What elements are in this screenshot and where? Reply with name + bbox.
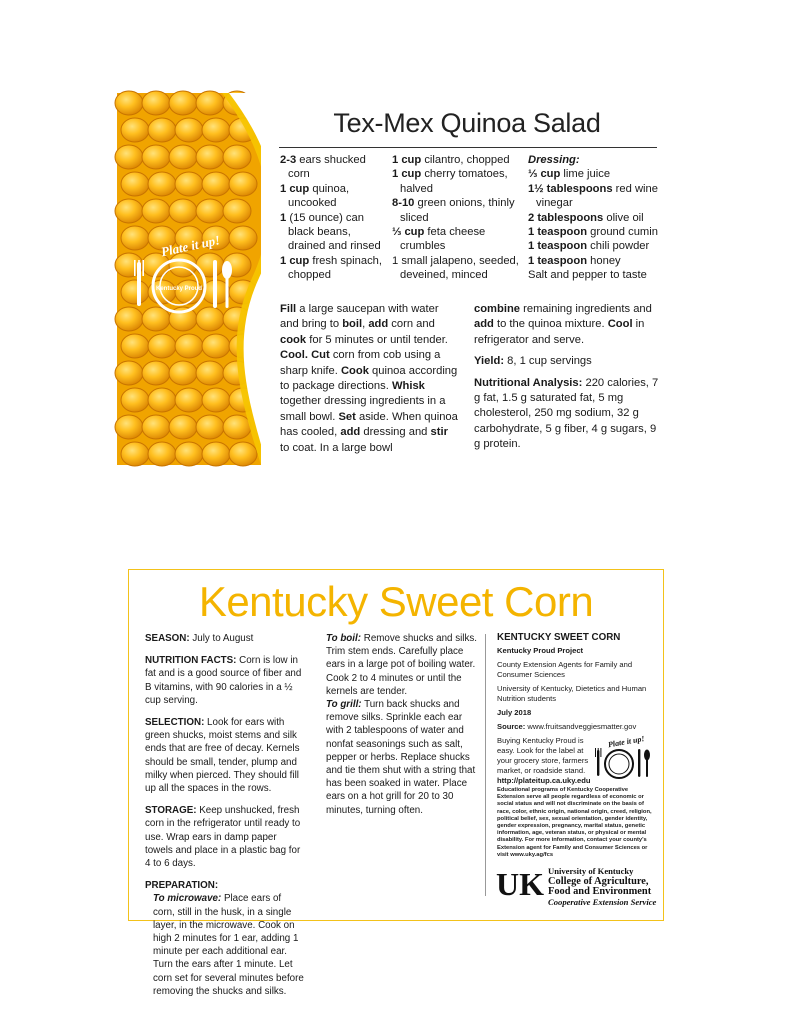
corn-kernel [115,361,143,385]
uk-logo [496,866,544,902]
source-line: Source: www.fruitsandveggiesmatter.gov [497,722,637,731]
corn-kernel [175,388,203,412]
kentucky-proud-badge: Kentucky Proud [155,286,203,292]
corn-kernel [121,442,149,466]
corn-kernel [202,442,230,466]
corn-kernel [115,415,143,439]
ingredient-item: 1 teaspoon ground cumin [528,226,658,239]
corn-kernel [148,172,176,196]
ingredient-item: 2-3 ears shucked corn [280,154,366,181]
boil-instructions: To boil: Remove shucks and silks. Trim stem ends. Carefully place ears in a large pot of boiling water. Cook 2 to 4 minutes or until the kernels are tender. [326,633,477,697]
corn-kernel [148,334,176,358]
ingredients-column-1 [280,153,388,283]
column-divider [485,634,486,896]
corn-kernel [196,199,224,223]
corn-kernel [148,388,176,412]
yield-line: Yield: 8, 1 cup servings [474,355,592,368]
ingredient-item: 1 teaspoon chili powder [528,240,650,253]
ingredient-item: 1½ tablespoons red wine vinegar [528,182,658,210]
grill-instructions: To grill: Turn back shucks and remove silks. Sprinkle each ear with 2 tablespoons of water and nonfat seasonings such as salt, pepper or herbs. Replace shucks and tie them shut with a string that has been soaked in water. Place ears on a hot grill for 20 to 30 minutes, turning often. [326,699,476,816]
facts-column-1 [145,632,305,998]
directions-continued: combine remaining ingredients and add to the quinoa mixture. Cool in refrigerator and serve. [474,303,652,346]
ingredient-item: 1 cup fresh spinach, chopped [280,254,382,282]
ingredient-item: 1 cup cherry tomatoes, halved [392,168,508,195]
corn-kernel [142,415,170,439]
corn-kernel [148,442,176,466]
corn-kernel [169,91,197,115]
ingredient-item: 1 (15 ounce) can black beans, drained and rinsed [280,211,381,253]
corn-kernel [148,118,176,142]
publication-date: July 2018 [497,708,532,717]
corn-kernel [115,199,143,223]
corn-kernel [169,199,197,223]
corn-kernel [196,145,224,169]
corn-kernel [175,172,203,196]
corn-kernel [175,442,203,466]
university-credit: University of Kentucky, Dietetics and Human Nutrition students [497,684,647,703]
corn-kernel [115,91,143,115]
plate-logo-text: Plate it up! [159,232,222,260]
corn-kernel [196,361,224,385]
corn-kernel [202,334,230,358]
nutritional-analysis: Nutritional Analysis: 220 calories, 7 g fat, 1.5 g saturated fat, 5 mg cholesterol, 250 mg sodium, 32 g carbohydrate, 5 g fiber, 4 g sugars, 9 g protein. [474,376,659,451]
corn-kernel [121,388,149,412]
ingredient-item: 1 cup quinoa, uncooked [280,182,350,210]
corn-kernel [202,172,230,196]
corn-kernel [223,199,251,223]
plate-it-up-logo-small [594,736,654,780]
uk-college-name: University of Kentucky College of Agriculture, Food and Environment Cooperative Extension Service [548,866,657,907]
dressing-ingredients-column [528,153,663,283]
title-divider [279,147,657,148]
ingredients-column-2 [392,153,524,283]
ingredient-item: 2 tablespoons olive oil [528,211,644,224]
corn-kernel [142,199,170,223]
corn-kernel [142,145,170,169]
corn-kernel [142,91,170,115]
corn-kernel [196,91,224,115]
card-title: Kentucky Sweet Corn [198,578,594,625]
ingredient-item: 8-10 green onions, thinly sliced [392,197,515,224]
directions-column-1: Fill a large saucepan with water and bring to boil, add corn and cook for 5 minutes or until tender. Cool. Cut corn from cob using a sharp knife. Cook quinoa according to package directions. Whisk together dressing ingredients in a small bowl. Set aside. When quinoa has cooled, add dressing and stir to coat. In a large bowl [280,303,458,454]
ingredient-item: 1 teaspoon honey [528,254,621,267]
ingredient-item: 1 small jalapeno, seeded, deveined, minced [392,254,519,282]
plate-it-up-logo [133,232,243,316]
ingredient-item: ⅓ cup feta cheese crumbles [392,226,486,253]
corn-kernel [121,334,149,358]
directions-column-2 [474,302,660,453]
ingredient-item: Salt and pepper to taste [528,269,647,282]
buying-kentucky-proud: Buying Kentucky Proud is easy. Look for the label at your grocery store, farmers market, or roadside stand. http://plateitup.ca.uky.edu [497,736,591,785]
selection-section: SELECTION: Look for ears with green shucks, moist stems and silk ends that are free of decay. Kernels should be small, tender, plump and milky when pierced. They should fill up all the spaces in the rows. [145,717,300,795]
plateitup-link[interactable]: http://plateitup.ca.uky.edu [497,776,591,785]
dressing-heading: Dressing: [528,154,580,166]
corn-kernel [229,442,257,466]
corn-kernel [115,145,143,169]
corn-kernel [196,415,224,439]
corn-kernel [169,145,197,169]
corn-kernel [169,361,197,385]
corn-kernel [142,361,170,385]
corn-kernel [223,145,251,169]
info-title: KENTUCKY SWEET CORN [497,632,621,643]
preparation-heading: PREPARATION: [145,880,219,892]
ingredient-item: ⅓ cup lime juice [528,168,611,181]
storage-section: STORAGE: Keep unshucked, fresh corn in the refrigerator until ready to use. Wrap ears in damp paper towels and place in a plastic bag for 4 to 6 days. [145,805,301,870]
project-name: Kentucky Proud Project [497,646,584,655]
recipe-title: Tex-Mex Quinoa Salad [333,108,601,138]
nutrition-facts-section: NUTRITION FACTS: Corn is low in fat and is a good source of fiber and B vitamins, with 90 calories in a ½ cup serving. [145,655,302,706]
season-section: SEASON: July to August [145,633,254,644]
corn-kernel [169,415,197,439]
corn-kernel [223,415,251,439]
agents-credit: County Extension Agents for Family and Consumer Sciences [497,660,633,679]
corn-kernel [121,172,149,196]
corn-kernel [202,118,230,142]
microwave-instructions: To microwave: Place ears of corn, still in the husk, in a single layer, in the microwave. Cook on high 2 minutes for 1 ear, adding 1 minute per each additional ear. Turn the ears after 1 minute. Let corn set for several minutes before removing the shucks and silks. [153,893,304,997]
corn-kernel [121,118,149,142]
corn-kernel [175,334,203,358]
facts-column-2 [326,632,478,817]
corn-kernel [202,388,230,412]
corn-kernel [229,172,257,196]
corn-kernel [175,118,203,142]
ingredient-item: 1 cup cilantro, chopped [392,154,510,166]
svg-text:UK: UK [496,866,544,902]
svg-text:Plate it up!: Plate it up! [607,734,646,750]
nondiscrimination-statement: Educational programs of Kentucky Cooperative Extension serve all people regardless of economic or social status and will not discriminate on the basis of race, color, ethnic origin, national origin, creed, religion, political belief, sex, sexual orientation, gender identity, gender expression, pregnancy, marital status, genetic information, age, veteran status, or physical or mental disability. For more information, contact your county's Extension agent for Family and Consumer Sciences or visit www.uky.ag/fcs [497,787,652,858]
